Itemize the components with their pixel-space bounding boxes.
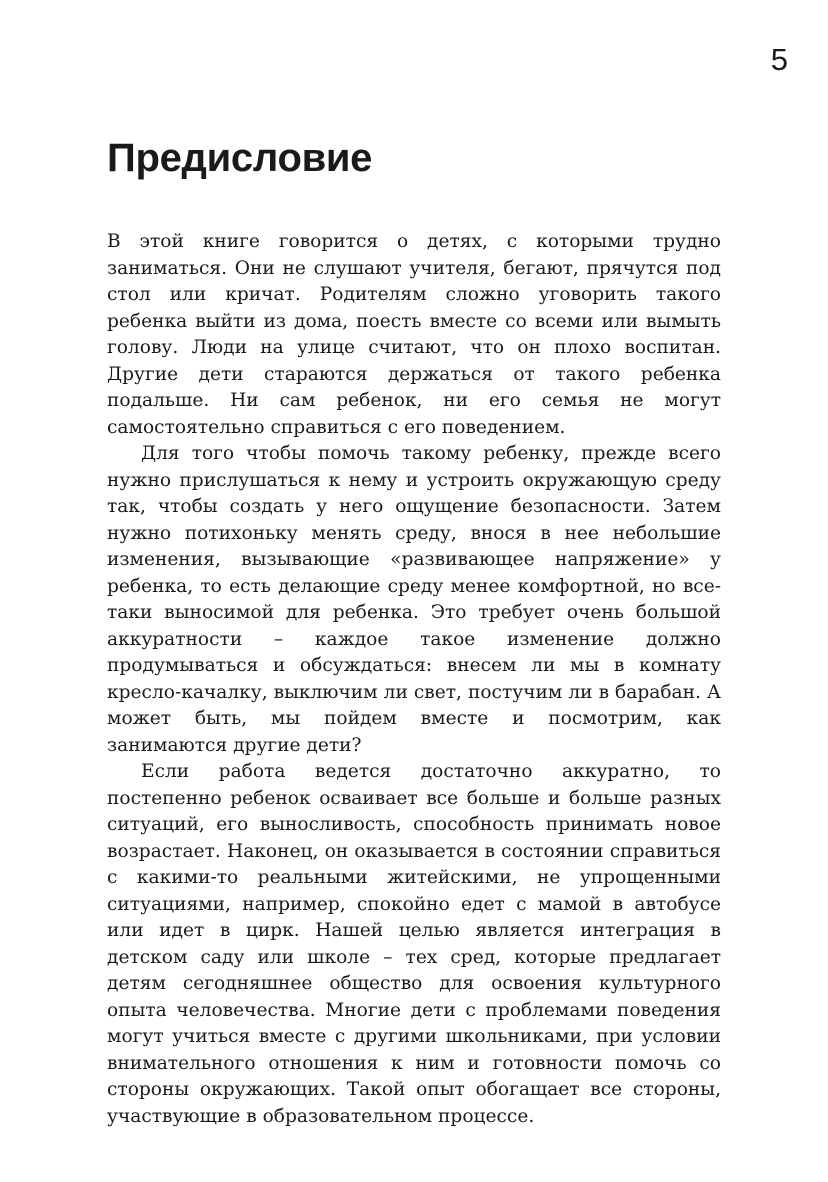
paragraph-intro: В этой книге говорится о детях, с которыми трудно заниматься. Они не слушают учителя, бегают, прячутся под стол или кричат. Родителям сложно уговорить такого ребенка выйти из дома, поесть вместе со всеми или вымыть голову. Люди на улице считают, что он плохо воспитан. Другие дети стараются держаться от такого ребенка подальше. Ни сам ребенок, ни его семья не могут самостоятельно справиться с его поведением. xyxy=(107,231,721,438)
chapter-title: Предисловие xyxy=(107,136,373,180)
paragraph-integration: Если работа ведется достаточно аккуратно, то постепенно ребенок осваивает все больше и больше разных ситуаций, его выносливость, способность принимать новое возрастает. Наконец, он оказывается в состоянии справиться с какими-то реальными житейскими, не упрощенными ситуациями, например, спокойно едет с мамой в автобусе или идет в цирк. Нашей целью является интеграция в детском саду или школе – тех сред, которые предлагает детям сегодняшнее общество для освоения культурного опыта человечества. Многие дети с проблемами поведения могут учиться вместе с другими школьниками, при условии внимательного отношения к ним и готовности помочь со стороны окружающих. Такой опыт обогащает все стороны, участвующие в образовательном процессе. xyxy=(107,761,721,1127)
paragraph-approach: Для того чтобы помочь такому ребенку, прежде всего нужно прислушаться к нему и устроить окружающую среду так, чтобы создать у него ощущение безопасности. Затем нужно потихоньку менять среду, внося в нее небольшие изменения, вызывающие «развивающее напряжение» у ребенка, то есть делающие среду менее комфортной, но все-таки выносимой для ребенка. Это требует очень большой аккуратности – каждое такое изменение должно продумываться и обсуждаться: внесем ли мы в комнату кресло-качалку, выключим ли свет, постучим ли в барабан. А может быть, мы пойдем вместе и посмотрим, как занимаются другие дети? xyxy=(107,443,721,756)
page-number: 5 xyxy=(770,42,788,77)
body-text xyxy=(107,229,721,1130)
